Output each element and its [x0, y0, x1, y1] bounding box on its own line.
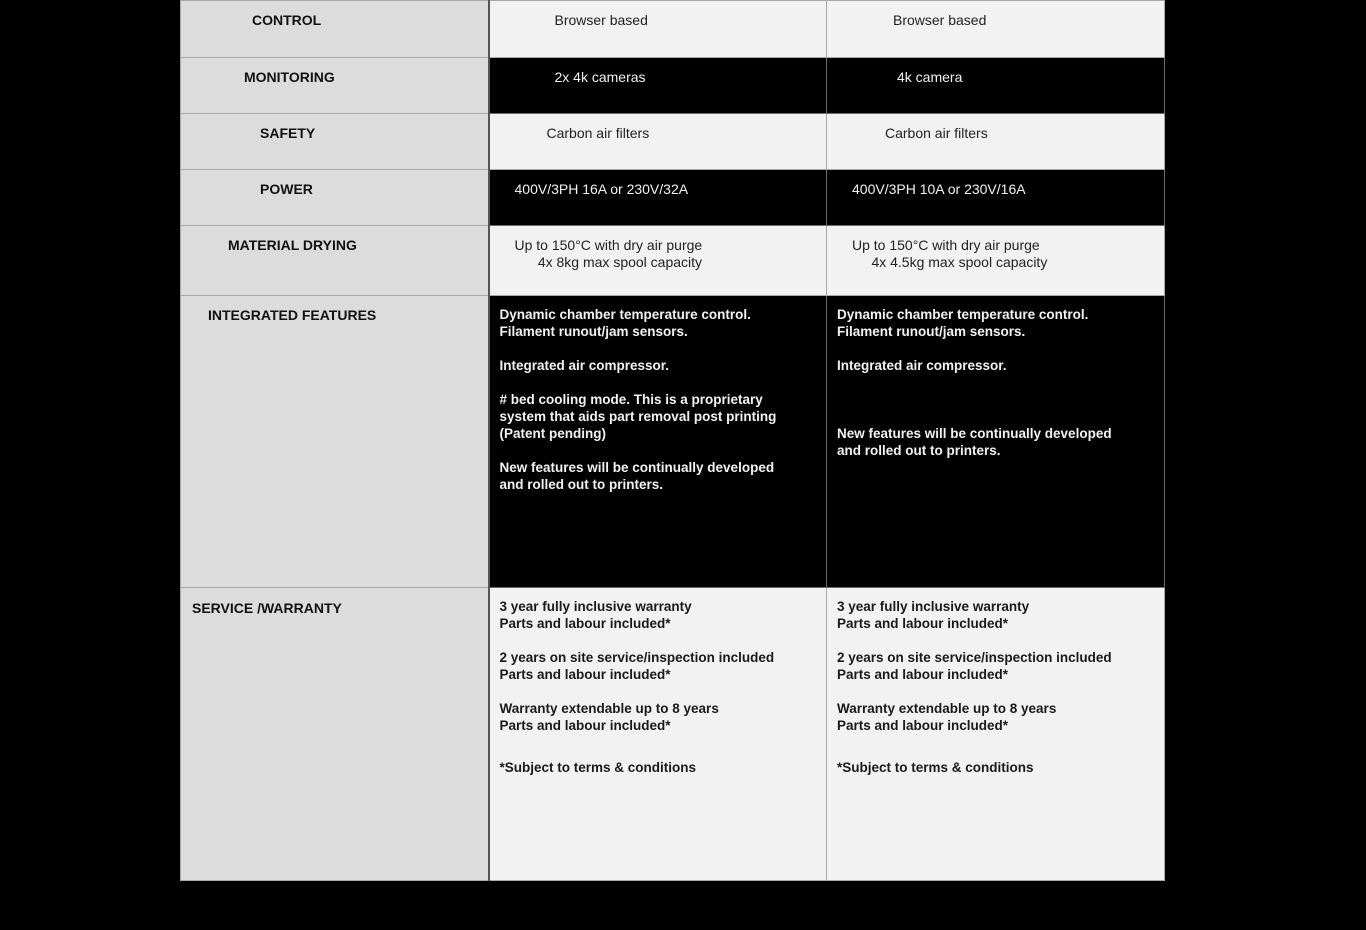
feature-list [827, 296, 1164, 459]
value-cell [827, 588, 1165, 881]
table-row [181, 114, 1165, 170]
value-text: Carbon air filters [546, 125, 650, 141]
row-label-cell [181, 296, 489, 588]
warranty-list [827, 588, 1164, 776]
feature-paragraph: New features will be continually developed and rolled out to printers. [837, 426, 1112, 458]
row-label: POWER [260, 181, 313, 197]
value-cell [489, 114, 827, 170]
feature-paragraph: New features will be continually developed and rolled out to printers. [499, 460, 775, 492]
warranty-paragraph: 2 years on site service/inspection included Parts and labour included* [499, 650, 775, 682]
value-text: 400V/3PH 10A or 230V/16A [852, 181, 1026, 197]
warranty-terms-note: *Subject to terms & conditions [837, 760, 1034, 775]
value-cell [827, 114, 1165, 170]
value-cell [489, 588, 827, 881]
feature-paragraph: Dynamic chamber temperature control. Filament runout/jam sensors. [499, 307, 751, 339]
row-label: INTEGRATED FEATURES [208, 307, 377, 323]
spec-comparison-table [180, 0, 1165, 881]
table-row [181, 296, 1165, 588]
table-row [181, 58, 1165, 114]
value-cell [489, 226, 827, 296]
row-label-cell [181, 226, 489, 296]
value-cell [489, 296, 827, 588]
row-label-cell [181, 1, 489, 58]
feature-paragraph: Integrated air compressor. [837, 358, 1007, 373]
table-row [181, 170, 1165, 226]
warranty-paragraph: Warranty extendable up to 8 years Parts and labour included* [499, 701, 719, 733]
row-label: MONITORING [244, 69, 335, 85]
row-label-cell [181, 170, 489, 226]
row-label-cell [181, 58, 489, 114]
value-text: 2x 4k cameras [554, 69, 646, 85]
value-text: 4k camera [897, 69, 963, 85]
value-text: Browser based [554, 12, 648, 28]
warranty-paragraph: 3 year fully inclusive warranty Parts and labour included* [499, 599, 692, 631]
value-text: 400V/3PH 16A or 230V/32A [514, 181, 689, 197]
feature-paragraph: # bed cooling mode. This is a proprietary system that aids part removal post printing (Patent pending) [499, 392, 777, 441]
value-cell [827, 1, 1165, 58]
value-text: Up to 150°C with dry air purge 4x 4.5kg max spool capacity [852, 237, 1048, 270]
warranty-terms-note: *Subject to terms & conditions [499, 760, 697, 775]
feature-paragraph: Integrated air compressor. [499, 358, 670, 373]
feature-paragraph: Dynamic chamber temperature control. Filament runout/jam sensors. [837, 307, 1089, 339]
warranty-paragraph: Warranty extendable up to 8 years Parts and labour included* [837, 701, 1057, 733]
feature-list [490, 296, 827, 493]
warranty-paragraph: 2 years on site service/inspection included Parts and labour included* [837, 650, 1112, 682]
value-cell [827, 296, 1165, 588]
row-label: CONTROL [252, 12, 322, 28]
table-row [181, 1, 1165, 58]
value-cell [827, 226, 1165, 296]
value-cell [827, 58, 1165, 114]
warranty-paragraph: 3 year fully inclusive warranty Parts and labour included* [837, 599, 1030, 631]
value-cell [827, 170, 1165, 226]
value-cell [489, 1, 827, 58]
value-text: Up to 150°C with dry air purge 4x 8kg max spool capacity [514, 237, 703, 270]
warranty-list [490, 588, 827, 776]
row-label-cell [181, 114, 489, 170]
feature-paragraph [837, 391, 1154, 408]
table-row [181, 588, 1165, 881]
value-cell [489, 58, 827, 114]
row-label: MATERIAL DRYING [228, 237, 357, 253]
row-label: SERVICE /WARRANTY [192, 600, 342, 616]
value-text: Carbon air filters [885, 125, 988, 141]
value-text: Browser based [893, 12, 987, 28]
table-row [181, 226, 1165, 296]
value-cell [489, 170, 827, 226]
row-label-cell [181, 588, 489, 881]
row-label: SAFETY [260, 125, 316, 141]
